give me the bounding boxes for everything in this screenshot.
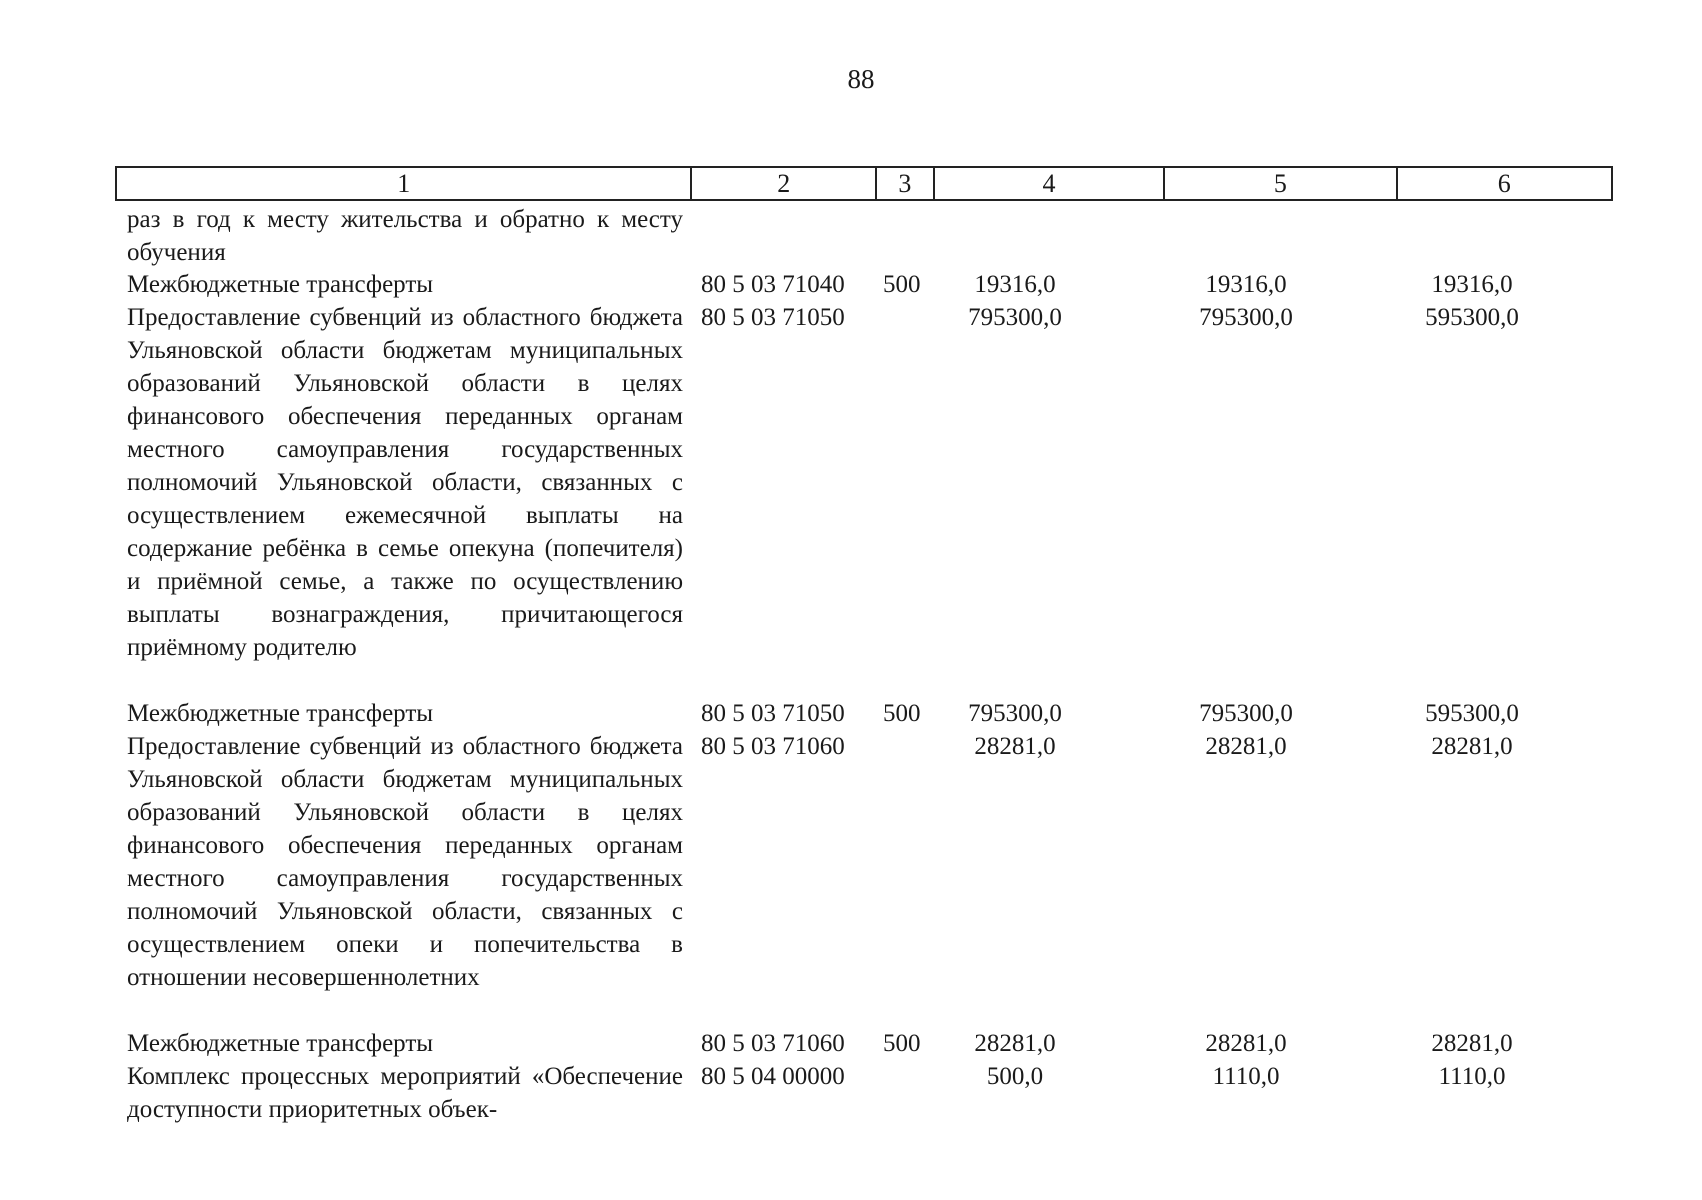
row-description: Межбюджетные трансферты <box>127 1030 434 1057</box>
row-code: 80 5 04 00000 <box>701 1063 845 1090</box>
header-col-3: 3 <box>877 168 935 199</box>
header-col-5: 5 <box>1165 168 1397 199</box>
row-code: 80 5 03 71060 <box>701 733 845 760</box>
row-code: 80 5 03 71060 <box>701 1030 845 1057</box>
page-number: 88 <box>847 64 875 94</box>
row-description: Предоставление субвенций из областного бюджета Ульяновской области бюджетам муниципальных образований Ульяновской области в целях финансового обеспечения переданных органам местного самоуправления государственных полномочий Ульяновской области, связанных с осуществлением опеки и попечительства в отношении несовершеннолетних <box>127 733 683 991</box>
row-code: 80 5 03 71050 <box>701 304 845 331</box>
table-header <box>115 166 1613 201</box>
row-description: Межбюджетные трансферты <box>127 271 434 298</box>
row-description: раз в год к месту жительства и обратно к месту обучения <box>127 206 683 266</box>
row-description: Межбюджетные трансферты <box>127 700 434 727</box>
header-col-6: 6 <box>1497 169 1511 198</box>
header-col-1: 1 <box>117 168 692 199</box>
row-type: 500 <box>883 271 921 298</box>
header-col-2: 2 <box>692 168 877 199</box>
header-col-4: 4 <box>935 168 1165 199</box>
row-type: 500 <box>883 1030 921 1057</box>
row-code: 80 5 03 71040 <box>701 271 845 298</box>
row-type: 500 <box>883 700 921 727</box>
row-code: 80 5 03 71050 <box>701 700 845 727</box>
row-description: Предоставление субвенций из областного бюджета Ульяновской области бюджетам муниципальных образований Ульяновской области в целях финансового обеспечения переданных органам местного самоуправления государственных полномочий Ульяновской области, связанных с осуществлением ежемесячной выплаты на содержание ребёнка в семье опекуна (попечителя) и приёмной семье, а также по осуществлению выплаты вознаграждения, причитающегося приёмному родителю <box>127 304 683 661</box>
row-description: Комплекс процессных мероприятий «Обеспечение доступности приоритетных объек- <box>127 1063 683 1123</box>
